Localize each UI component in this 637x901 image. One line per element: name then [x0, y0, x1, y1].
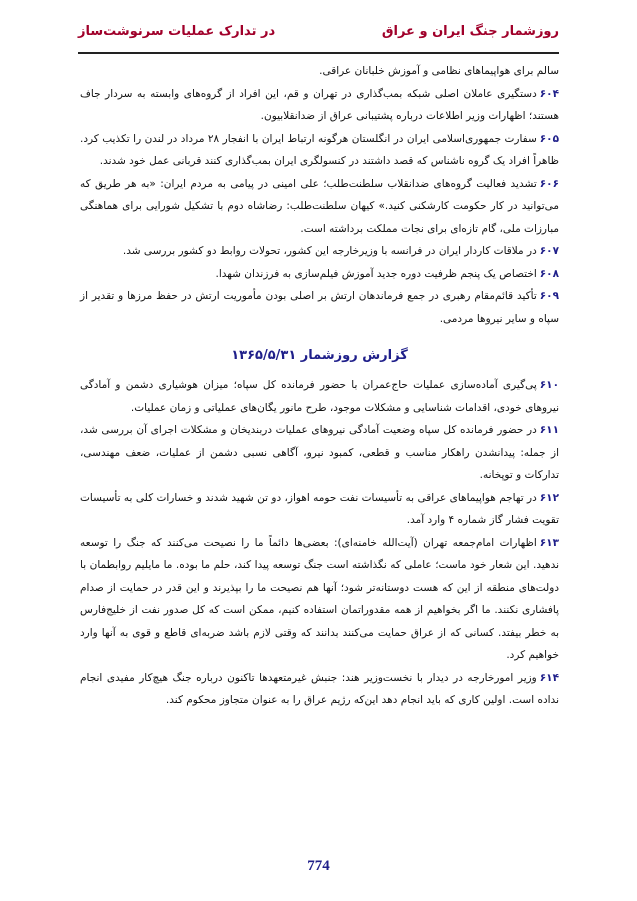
- entry-number: ۶۰۷: [539, 245, 559, 257]
- entry-text: در حضور فرمانده کل سپاه وضعیت آمادگی نیروهای عملیات دربندیخان و مشکلات اجرای آن بررسی شد، از جمله: پیدانشدن راهکار مناسب و قطعی، کمبود نیرو، آگاهی نسبی دشمن از عملیات، ضعف مهندسی، تدارکات و توپخانه.: [80, 424, 559, 481]
- entry-paragraph: [80, 487, 559, 532]
- page-body: [80, 60, 559, 712]
- entry-paragraph: [80, 128, 559, 173]
- entry-text: سالم برای هواپیماهای نظامی و آموزش خلبانان عراقی.: [319, 65, 559, 77]
- entry-number: ۶۱۳: [539, 536, 559, 549]
- entry-text: سفارت جمهوری‌اسلامی ایران در انگلستان هرگونه ارتباط ایران با انفجار ۲۸ مرداد در لندن را تکذیب کرد. ظاهراً افراد یک گروه ناشناس که قصد داشتند در کنسولگری ایران بمب‌گذاری کنند قربانی عمل خود شدند.: [80, 132, 559, 167]
- section-title: گزارش روزشمار ۱۳۶۵/۵/۳۱: [231, 348, 408, 363]
- entry-number: ۶۱۴: [539, 671, 559, 684]
- entry-paragraph: [80, 419, 559, 487]
- entry-text: وزیر امورخارجه در دیدار با نخست‌وزیر هند: جنبش غیرمتعهدها تاکنون درباره جنگ هیچ‌کار مفیدی انجام نداده است. اولین کاری که باید انجام دهد این‌که رژیم عراق را به عنوان متجاوز محکوم کند.: [80, 671, 559, 706]
- entry-text: دستگیری عاملان اصلی شبکه بمب‌گذاری در تهران و قم، این افراد از گروه‌های وابسته به سردار جاف هستند؛ اظهارات وزیر اطلاعات درباره پشتیبانی عراق از ضدانقلابیون.: [80, 87, 559, 122]
- header-book-title: روزشمار جنگ ایران و عراق: [381, 23, 559, 39]
- entry-paragraph: [80, 667, 559, 712]
- entry-number: ۶۰۵: [539, 132, 559, 145]
- entries-after-list: [80, 374, 559, 712]
- entry-number: ۶۱۰: [539, 379, 559, 391]
- entry-number: ۶۱۱: [539, 424, 559, 436]
- entry-text: تشدید فعالیت گروه‌های ضدانقلاب سلطنت‌طلب؛ علی امینی در پیامی به مردم ایران: «به هر طریق که می‌توانید در کار حکومت کارشکنی کنید.» کیهان سلطنت‌طلب: رضاشاه دوم با تشکیل شورایی برای هماهنگی مبارزات ملی، گام تازه‌ای برای نجات مملکت برداشته است.: [80, 177, 559, 235]
- entry-text: در ملاقات کاردار ایران در فرانسه با وزیرخارجه این کشور، تحولات روابط دو کشور بررسی شد.: [122, 245, 537, 257]
- header-divider: [78, 52, 559, 54]
- entry-paragraph: [80, 532, 559, 667]
- entry-paragraph: [80, 285, 559, 330]
- page-number: 774: [307, 858, 330, 874]
- entry-paragraph: [80, 240, 559, 263]
- entry-paragraph: [80, 173, 559, 241]
- entry-number: ۶۰۴: [539, 87, 559, 100]
- running-header: [78, 16, 559, 46]
- entry-text: تأکید قائم‌مقام رهبری در جمع فرماندهان ارتش بر اصلی بودن مأموریت ارتش در حفظ مرزها و تقدیر از سپاه و سایر نیروها مردمی.: [80, 290, 559, 325]
- entry-text: اختصاص یک پنجم ظرفیت دوره جدید آموزش فیلم‌سازی به فرزندان شهدا.: [215, 267, 537, 280]
- header-chapter-title: در تدارک عملیات سرنوشت‌ساز: [78, 23, 276, 39]
- entry-text: در تهاجم هواپیماهای عراقی به تأسیسات نفت حومه اهواز، دو تن شهید شدند و خسارات کلی به تأسیسات تقویت فشار گاز شماره ۴ وارد آمد.: [80, 491, 559, 526]
- entry-paragraph: [80, 374, 559, 419]
- entries-before-list: [80, 60, 559, 330]
- entry-paragraph: [80, 60, 559, 83]
- entry-paragraph: [80, 83, 559, 128]
- entry-number: ۶۰۹: [539, 290, 559, 302]
- entry-number: ۶۱۲: [539, 491, 559, 504]
- entry-text: اظهارات امام‌جمعه تهران (آیت‌الله خامنه‌ای): بعضی‌ها دائماً ما را نصیحت می‌کنند که جنگ را توسعه ندهید. این شعار خود ماست؛ عاملی که نگذاشته است جنگ توسعه پیدا کند، حلم ما بوده. ما مایلیم روابطمان با دولت‌های منطقه از این که هست دوستانه‌تر شود؛ آنها هم نصیحت ما را بپذیرند و این قدر در حمایت از صدام پافشاری نکنند. ما اگر بخواهیم از همه مقدوراتمان استفاده کنیم، ممکن است که کل صدور نفت از خلیج‌فارس به خطر بیفتد. کسانی که از عراق حمایت می‌کنند بدانند که وقتی لازم باشد ضربه‌ای قاطع و قوی به آنها وارد خواهیم کرد.: [80, 536, 559, 661]
- entry-paragraph: [80, 263, 559, 286]
- entry-number: ۶۰۶: [539, 177, 559, 190]
- entry-number: ۶۰۸: [539, 267, 559, 280]
- entry-text: پی‌گیری آماده‌سازی عملیات حاج‌عمران با حضور فرمانده کل سپاه؛ میزان هوشیاری دشمن و آمادگی نیروهای خودی، اقدامات شناسایی و مشکلات موجود، طرح مانور یگان‌های عملیاتی و زمان عملیات.: [80, 379, 559, 414]
